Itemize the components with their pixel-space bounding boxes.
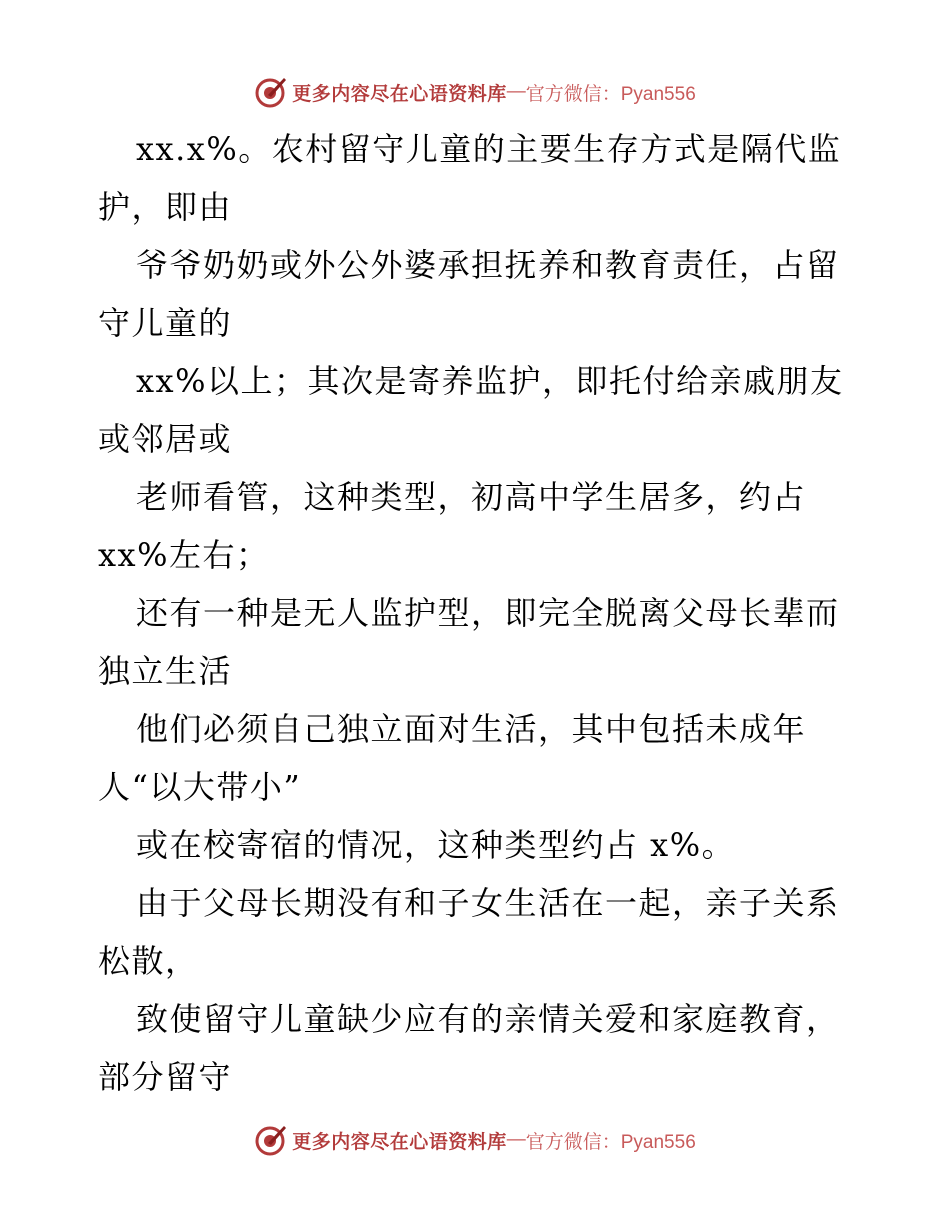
text-line: 部分留守 [98, 1058, 233, 1096]
text-line: xx%左右； [98, 536, 270, 574]
watermark-site-name: 更多内容尽在心语资料库 [292, 83, 507, 105]
text-line: 还有一种是无人监护型，即完全脱离父母长辈而 [136, 594, 840, 632]
text-line: 爷爷奶奶或外公外婆承担抚养和教育责任，占留 [136, 246, 840, 284]
text-line: 人“以大带小” [98, 768, 302, 806]
watermark-separator: — [506, 81, 526, 102]
watermark-contact: 官方微信：Pyan556 [525, 1131, 696, 1153]
text-line: 他们必须自己独立面对生活，其中包括未成年 [136, 710, 807, 748]
text-line: 护，即由 [98, 188, 233, 226]
watermark-separator: — [506, 1129, 526, 1150]
watermark-site-name: 更多内容尽在心语资料库 [292, 1131, 507, 1153]
quill-logo-icon [254, 1123, 288, 1157]
watermark-contact: 官方微信：Pyan556 [525, 83, 696, 105]
header-watermark [0, 72, 950, 112]
text-line: xx.x%。农村留守儿童的主要生存方式是隔代监 [136, 130, 842, 168]
text-line: 独立生活 [98, 652, 233, 690]
quill-logo-icon [254, 75, 288, 109]
text-line: 老师看管，这种类型，初高中学生居多，约占 [136, 478, 807, 516]
text-line: 松散， [98, 942, 199, 980]
footer-watermark [0, 1120, 950, 1160]
text-line: 或邻居或 [98, 420, 233, 458]
text-line: 或在校寄宿的情况，这种类型约占 x%。 [136, 826, 736, 864]
text-line: 致使留守儿童缺少应有的亲情关爱和家庭教育， [136, 1000, 840, 1038]
text-line: 由于父母长期没有和子女生活在一起，亲子关系 [136, 884, 840, 922]
text-line: xx%以上；其次是寄养监护，即托付给亲戚朋友 [136, 362, 844, 400]
text-line: 守儿童的 [98, 304, 233, 342]
document-body [98, 120, 858, 1106]
